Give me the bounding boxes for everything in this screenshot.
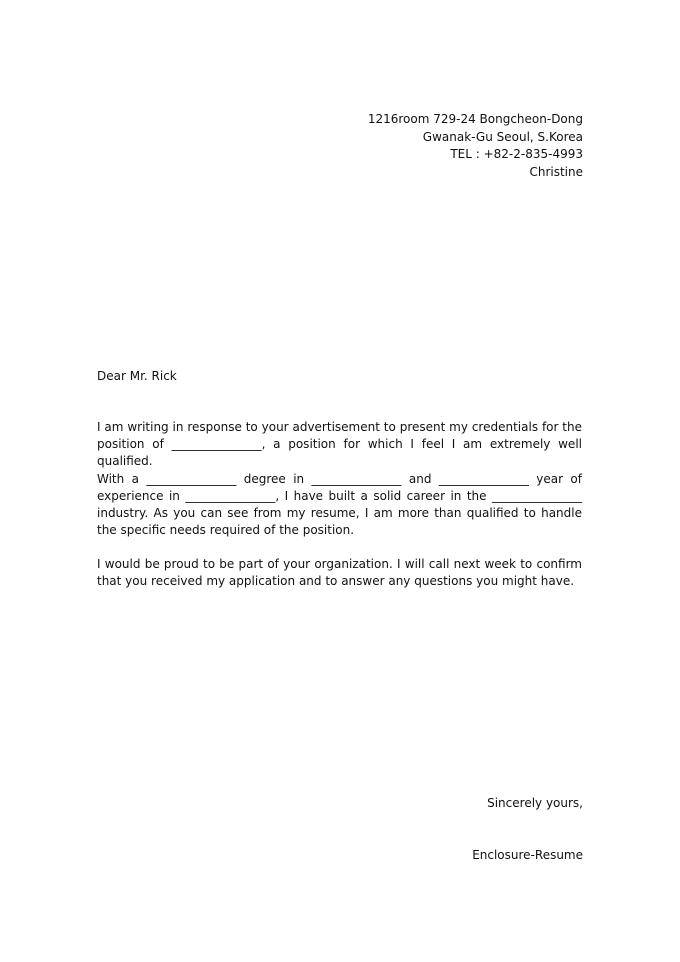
complimentary-close: Sincerely yours, <box>487 796 583 810</box>
enclosure-note: Enclosure-Resume <box>472 848 583 862</box>
address-line-street: 1216room 729-24 Bongcheon-Dong <box>367 112 583 126</box>
address-line-city: Gwanak-Gu Seoul, S.Korea <box>422 129 583 144</box>
sender-address-block <box>368 111 583 181</box>
paragraph-intro: I am writing in response to your advertisement to present my credentials for the position of _______________, a position for which I feel I am extremely well qualified. <box>97 420 582 468</box>
address-line-phone: TEL : +82-2-835-4993 <box>450 147 583 161</box>
paragraph-closing-remarks: I would be proud to be part of your organization. I will call next week to confirm that you received my application and to answer any questions you might have. <box>97 557 582 588</box>
paragraph-qualifications: With a _______________ degree in _______________ and _______________ year of experience in _______________, I have built a solid career in the _______________ industry. As you can see from my resume, I am more than qualified to handle the specific needs required of the position. <box>97 472 582 537</box>
salutation: Dear Mr. Rick <box>97 369 177 383</box>
sender-name: Christine <box>529 164 583 179</box>
